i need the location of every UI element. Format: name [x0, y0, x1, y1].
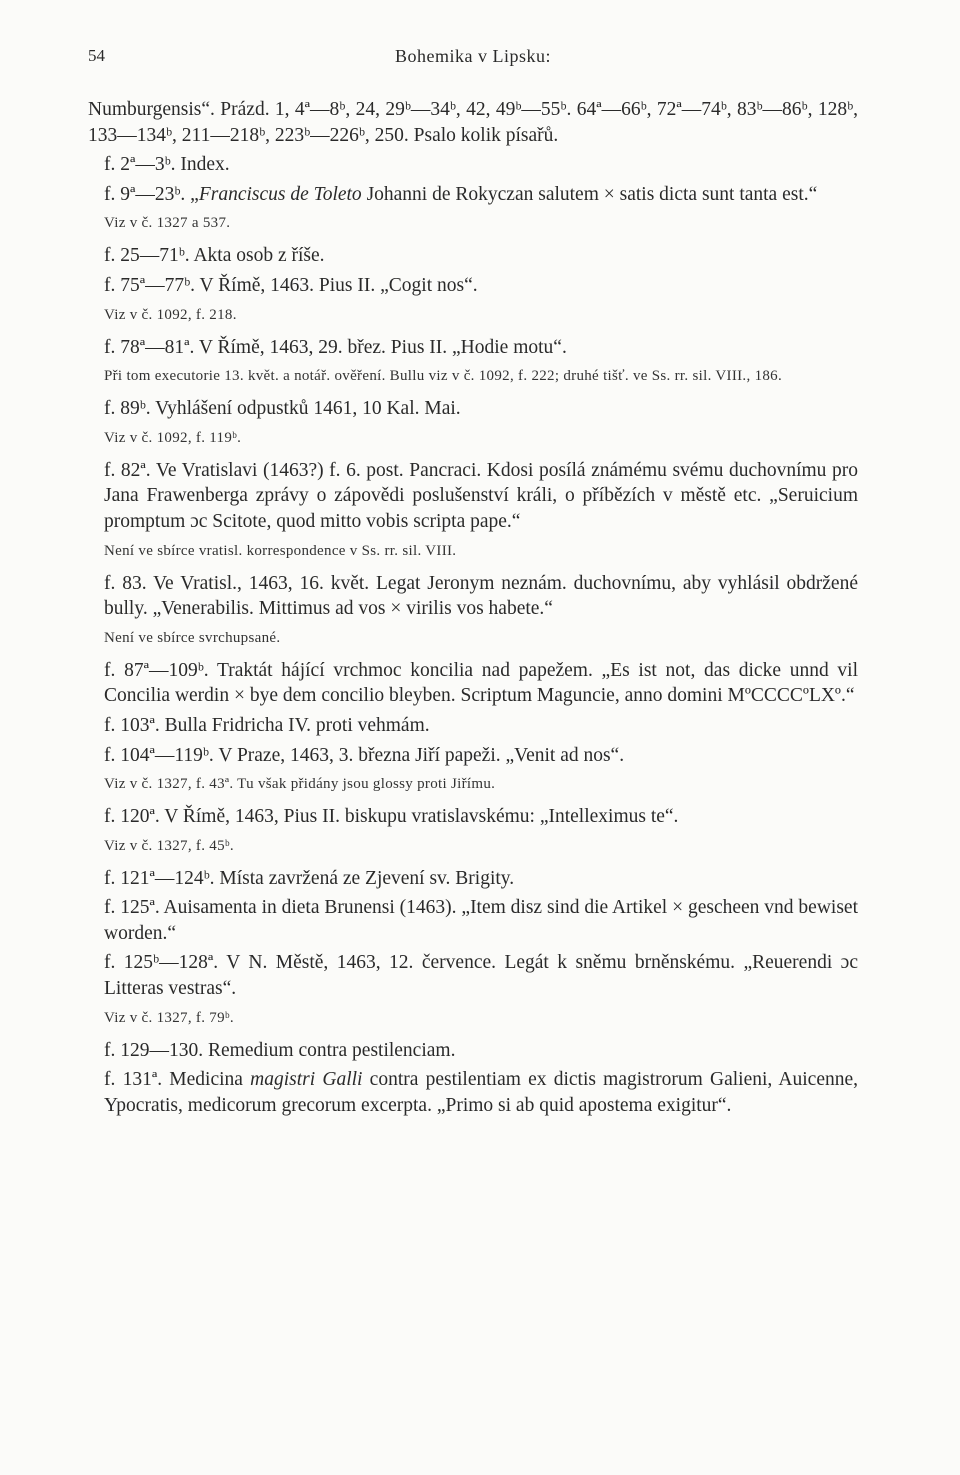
reference-note: Viz v č. 1092, f. 119ᵇ.	[104, 429, 242, 446]
entry-paragraph: f. 89ᵇ. Vyhlášení odpustků 1461, 10 Kal. Mai.	[104, 398, 461, 420]
reference-note: Viz v č. 1327, f. 43ª. Tu však přidány jsou glossy proti Jiřímu.	[104, 776, 496, 793]
entry-paragraph: f. 104ª—119ᵇ. V Praze, 1463, 3. března Jiří papeži. „Venit ad nos“.	[104, 744, 625, 766]
entry-paragraph: f. 83. Ve Vratisl., 1463, 16. květ. Legat Jeronym neznám. duchovnímu, aby vyhlásil obdržené bully. „Venerabilis. Mittimus ad vos × virilis vos habete.“	[104, 572, 858, 620]
entry-paragraph: f. 103ª. Bulla Fridricha IV. proti vehmám.	[104, 714, 430, 736]
reference-note: Viz v č. 1092, f. 218.	[104, 306, 237, 323]
entry-paragraph: f. 75ª—77ᵇ. V Římě, 1463. Pius II. „Cogit nos“.	[104, 274, 478, 296]
entry-paragraph: f. 129—130. Remedium contra pestilenciam.	[104, 1039, 456, 1061]
entry-paragraph: Numburgensis“. Prázd. 1, 4ª—8ᵇ, 24, 29ᵇ—34ᵇ, 42, 49ᵇ—55ᵇ. 64ª—66ᵇ, 72ª—74ᵇ, 83ᵇ—86ᵇ, 128ᵇ, 133—134ᵇ, 211—218ᵇ, 223ᵇ—226ᵇ, 250. Psalo kolik písařů.	[88, 99, 858, 146]
entry-paragraph: f. 25—71ᵇ. Akta osob z říše.	[104, 245, 325, 267]
entry-paragraph: f. 125ᵇ—128ª. V N. Městě, 1463, 12. července. Legát k sněmu brněnskému. „Reuerendi ɔc Litteras vestras“.	[104, 952, 858, 1000]
reference-note: Viz v č. 1327, f. 79ᵇ.	[104, 1009, 234, 1026]
entry-paragraph: f. 120ª. V Římě, 1463, Pius II. biskupu vratislavskému: „Intelleximus te“.	[104, 806, 679, 828]
entry-paragraph: f. 78ª—81ª. V Římě, 1463, 29. břez. Pius II. „Hodie motu“.	[104, 336, 567, 358]
entry-paragraph: f. 9ª—23ᵇ. „Franciscus de Toleto Johanni de Rokyczan salutem × satis dicta sunt tanta est.“	[104, 183, 818, 205]
entry-paragraph: f. 2ª—3ᵇ. Index.	[104, 154, 230, 176]
page-body	[88, 97, 858, 1122]
running-title: Bohemika v Lipsku:	[395, 46, 551, 66]
entry-paragraph: f. 131ª. Medicina magistri Galli contra pestilentiam ex dictis magistrorum Galieni, Auicenne, Ypocratis, medicorum grecorum excerpta. „Primo si ab quid apostema exigitur“.	[104, 1069, 859, 1116]
entry-paragraph: f. 87ª—109ᵇ. Traktát hájící vrchmoc koncilia nad papežem. „Es ist not, das dicke unnd vil Concilia werdin × bye dem concilio bleyben. Scriptum Maguncie, anno domini MºCCCCºLXº.“	[104, 659, 858, 707]
reference-note: Při tom executorie 13. květ. a notář. ověření. Bullu viz v č. 1092, f. 222; druhé tišť. ve Ss. rr. sil. VIII., 186.	[104, 368, 783, 385]
reference-note: Není ve sbírce svrchupsané.	[104, 629, 281, 646]
reference-note: Viz v č. 1327 a 537.	[104, 215, 231, 232]
page-header	[88, 46, 858, 74]
entry-paragraph: f. 121ª—124ᵇ. Místa zavržená ze Zjevení sv. Brigity.	[104, 867, 515, 889]
entry-paragraph: f. 82ª. Ve Vratislavi (1463?) f. 6. post. Pancraci. Kdosi posílá známému svému duchovnímu pro Jana Frawenberga zprávy o zápovědi poslušenství králi, o příbězích v městě etc. „Seruicium promptum ɔc Scitote, quod mitto vobis scripta pape.“	[104, 459, 858, 532]
reference-note: Není ve sbírce vratisl. korrespondence v Ss. rr. sil. VIII.	[104, 542, 457, 559]
reference-note: Viz v č. 1327, f. 45ᵇ.	[104, 837, 234, 854]
entry-paragraph: f. 125ª. Auisamenta in dieta Brunensi (1463). „Item disz sind die Artikel × gescheen vnd bewiset worden.“	[104, 897, 858, 944]
page-number: 54	[88, 46, 105, 65]
